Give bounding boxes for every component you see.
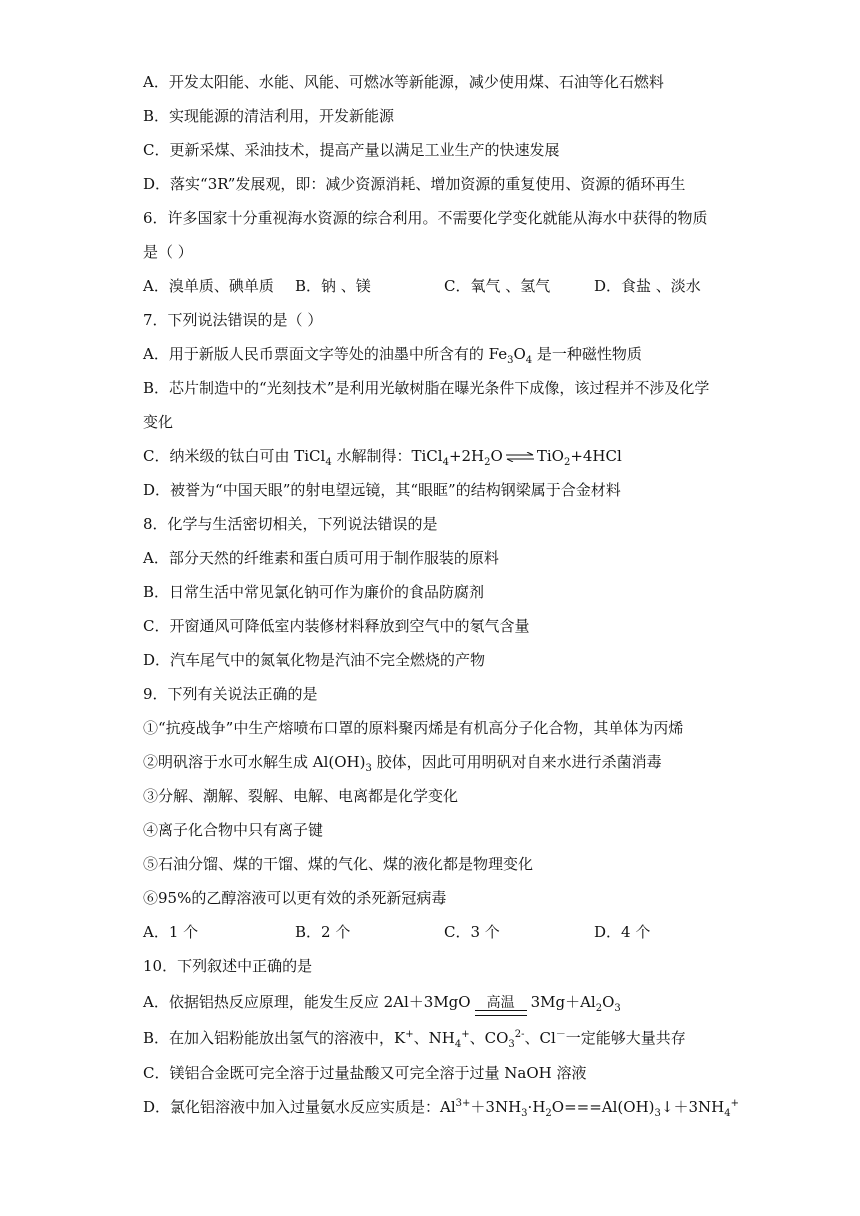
q5-option-d: D．落实“3R”发展观，即：减少资源消耗、增加资源的重复使用、资源的循环再生	[143, 175, 686, 193]
q9-option-b: B．2 个	[295, 923, 351, 941]
q6-option-d: D．食盐 、淡水	[594, 277, 701, 295]
q8-option-c: C．开窗通风可降低室内装修材料释放到空气中的氡气含量	[143, 617, 530, 635]
q5-option-c: C．更新采煤、采油技术，提高产量以满足工业生产的快速发展	[143, 141, 560, 159]
q10-option-a: A．依据铝热反应原理，能发生反应 2Al＋3MgO 高温 $3Mg+Al_2O_3$	[143, 993, 621, 1014]
q10-option-c: C．镁铝合金既可完全溶于过量盐酸又可完全溶于过量 NaOH 溶液	[143, 1064, 587, 1082]
q9-item-6: ⑥95%的乙醇溶液可以更有效的杀死新冠病毒	[143, 889, 447, 907]
q7-option-b-line2: 变化	[143, 413, 174, 431]
q10-option-d: D．氯化铝溶液中加入过量氨水反应实质是：$Al^{3+}+3NH_3\cdot H_2O===Al(OH)_3↓+3NH_4^+$	[143, 1098, 739, 1119]
q7-option-a: A．用于新版人民币票面文字等处的油墨中所含有的 $Fe_3O_4$ 是一种磁性物质	[143, 345, 642, 366]
q7-option-d: D．被誉为“中国天眼”的射电望远镜，其“眼眶”的结构钢梁属于合金材料	[143, 481, 621, 499]
q7-option-b-line1: B．芯片制造中的“光刻技术”是利用光敏树脂在曝光条件下成像，该过程并不涉及化学	[143, 379, 710, 397]
q9-stem: 9．下列有关说法正确的是	[143, 685, 318, 703]
q9-option-a: A．1 个	[143, 923, 199, 941]
q9-item-4: ④离子化合物中只有离子键	[143, 821, 324, 839]
reaction-condition: 高温	[475, 993, 527, 1013]
q6-stem-line2: 是（ ）	[143, 243, 193, 261]
q8-option-b: B．日常生活中常见氯化钠可作为廉价的食品防腐剂	[143, 583, 485, 601]
q9-option-d: D．4 个	[594, 923, 651, 941]
q9-item-1: ①“抗疫战争”中生产熔喷布口罩的原料聚丙烯是有机高分子化合物，其单体为丙烯	[143, 719, 684, 737]
q5-option-a: A．开发太阳能、水能、风能、可燃冰等新能源，减少使用煤、石油等化石燃料	[143, 73, 664, 91]
q10-option-b: B．在加入铝粉能放出氢气的溶液中，K+、$NH_4^+$、$CO_3^{2-}$、Cl－一定能够大量共存	[143, 1029, 686, 1050]
equilibrium-arrow-icon	[505, 452, 535, 462]
q9-item-5: ⑤石油分馏、煤的干馏、煤的气化、煤的液化都是物理变化	[143, 855, 534, 873]
q9-item-2: ②明矾溶于水可水解生成 $Al(OH)_3$ 胶体，因此可用明矾对自来水进行杀菌消毒	[143, 753, 662, 774]
q6-option-a: A．溴单质、碘单质	[143, 277, 274, 295]
q7-stem: 7．下列说法错误的是（ ）	[143, 311, 323, 329]
q6-option-c: C．氧气 、氢气	[444, 277, 551, 295]
q8-option-a: A．部分天然的纤维素和蛋白质可用于制作服装的原料	[143, 549, 499, 567]
q6-stem-line1: 6．许多国家十分重视海水资源的综合利用。不需要化学变化就能从海水中获得的物质	[143, 209, 708, 227]
q10-stem: 10．下列叙述中正确的是	[143, 957, 313, 975]
q6-option-b: B．钠 、镁	[295, 277, 371, 295]
q7-option-c: C．纳米级的钛白可由 TiCl$_4$ 水解制得：$TiCl_4+2H_2O$ TiO$_2$+4HCl	[143, 447, 622, 468]
q9-item-3: ③分解、潮解、裂解、电解、电离都是化学变化	[143, 787, 459, 805]
q9-option-c: C．3 个	[444, 923, 500, 941]
q5-option-b: B．实现能源的清洁利用，开发新能源	[143, 107, 395, 125]
q8-option-d: D．汽车尾气中的氮氧化物是汽油不完全燃烧的产物	[143, 651, 486, 669]
q8-stem: 8．化学与生活密切相关，下列说法错误的是	[143, 515, 438, 533]
